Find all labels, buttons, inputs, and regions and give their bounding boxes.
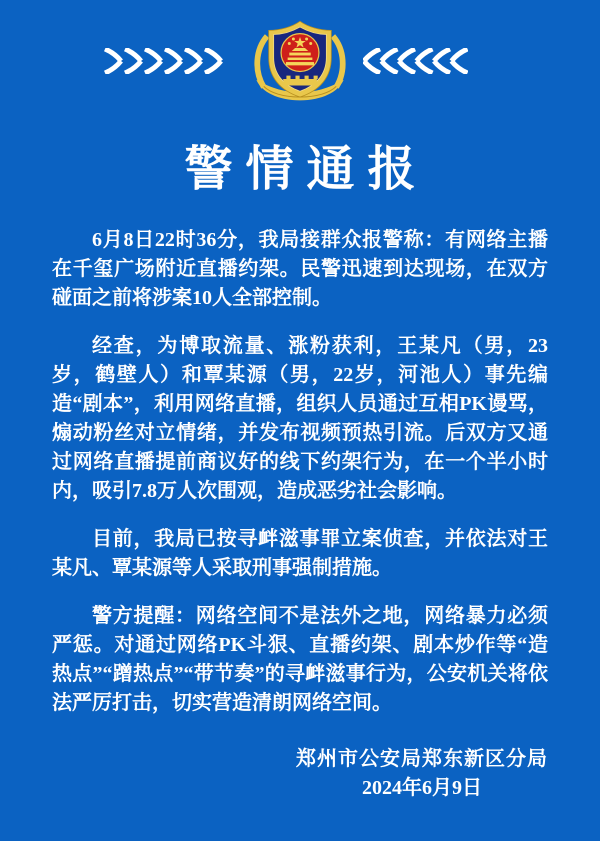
notice-title: 警情通报 (184, 143, 429, 196)
chevrons-right-icon (104, 48, 226, 74)
signature-block (296, 745, 548, 803)
paragraph-measures: 目前，我局已按寻衅滋事罪立案侦查，并依法对王某凡、覃某源等人采取刑事强制措施。 (52, 528, 548, 579)
chevrons-left-icon (363, 48, 468, 74)
paragraph-report: 6月8日22时36分，我局接群众报警称：有网络主播在千玺广场附近直播约架。民警迅速到达现场，在双方碰面之前将涉案10人全部控制。 (52, 229, 548, 309)
signature-agency: 郑州市公安局郑东新区分局 (296, 748, 548, 770)
paragraph-investigation: 经查，为博取流量、涨粉获利，王某凡（男，23岁，鹤壁人）和覃某源（男，22岁，河池人）事先编造“剧本”，利用网络直播，组织人员通过互相PK谩骂，煽动粉丝对立情绪，并发布视频预热引流。后双方又通过网络直播提前商议好的线下约架行为，在一个半小时内，吸引7.8万人次围观，造成恶劣社会影响。 (52, 335, 548, 502)
notice-body (0, 226, 600, 718)
notice-header (0, 18, 600, 120)
paragraph-warning: 警方提醒：网络空间不是法外之地，网络暴力必须严惩。对通过网络PK斗狠、直播约架、剧本炒作等“造热点”“蹭热点”“带节奏”的寻衅滋事行为，公安机关将依法严厉打击，切实营造清朗网络空间。 (52, 605, 548, 714)
notice-footer (0, 745, 600, 803)
china-police-emblem-icon (249, 18, 351, 102)
signature-date: 2024年6月9日 (362, 777, 482, 799)
